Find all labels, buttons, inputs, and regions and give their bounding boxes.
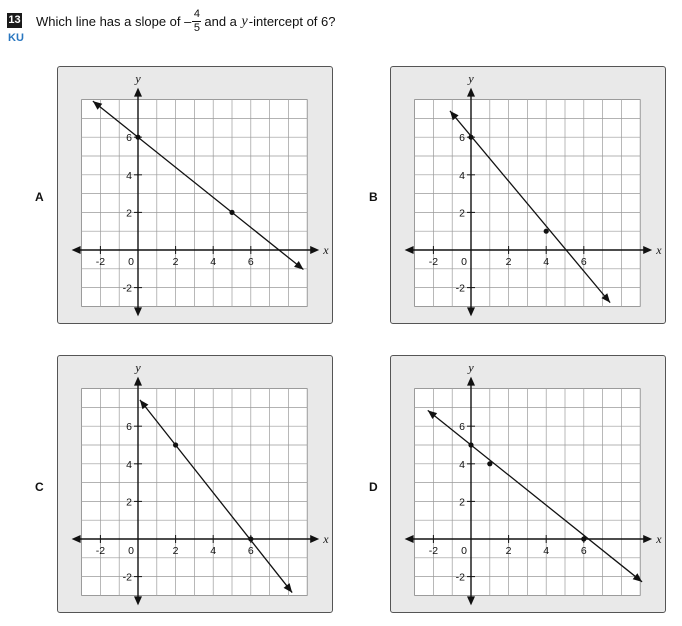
x-tick-label: 6 bbox=[247, 256, 254, 268]
plotted-point bbox=[229, 210, 234, 215]
y-arrow-up bbox=[134, 88, 142, 97]
y-arrow-down bbox=[134, 596, 142, 605]
question-text bbox=[36, 9, 335, 34]
graph-svg bbox=[58, 356, 334, 614]
y-tick-label: 2 bbox=[126, 496, 132, 509]
x-tick-label: 4 bbox=[210, 256, 217, 268]
plotted-point bbox=[581, 536, 586, 541]
y-tick-label: 2 bbox=[126, 207, 132, 220]
y-tick-label: 2 bbox=[459, 496, 465, 509]
x-tick-label: 0 bbox=[128, 545, 134, 557]
y-tick-label: 6 bbox=[126, 132, 132, 145]
x-tick-label: -2 bbox=[428, 545, 439, 557]
x-tick-label: 0 bbox=[461, 545, 467, 557]
y-tick-label: 4 bbox=[126, 458, 132, 471]
y-tick-label: -2 bbox=[455, 282, 465, 295]
x-tick-label: 0 bbox=[128, 256, 134, 268]
plotted-point bbox=[173, 442, 178, 447]
x-tick-label: 4 bbox=[210, 545, 217, 557]
ku-tag: KU bbox=[8, 32, 24, 44]
x-tick-label: -2 bbox=[95, 545, 106, 557]
plotted-point bbox=[468, 135, 473, 140]
y-tick-label: 6 bbox=[126, 421, 132, 434]
x-arrow-left bbox=[72, 535, 81, 543]
y-tick-label: 4 bbox=[126, 169, 132, 182]
slope-denominator: 5 bbox=[193, 22, 200, 34]
x-tick-label: 2 bbox=[172, 545, 179, 557]
question-text-after: -intercept of 6? bbox=[248, 14, 336, 29]
x-axis-label: x bbox=[323, 243, 329, 257]
graph-svg bbox=[58, 67, 334, 325]
x-tick-label: 2 bbox=[505, 545, 512, 557]
x-axis-label: x bbox=[656, 243, 662, 257]
x-arrow-right bbox=[643, 535, 652, 543]
y-tick-label: 4 bbox=[459, 458, 465, 471]
slope-numerator: 4 bbox=[193, 8, 200, 20]
slope-fraction bbox=[192, 9, 201, 34]
plotted-point bbox=[544, 229, 549, 234]
y-tick-label: 4 bbox=[459, 169, 465, 182]
x-tick-label: 2 bbox=[172, 256, 179, 268]
x-tick-label: 6 bbox=[580, 545, 587, 557]
x-tick-label: 4 bbox=[543, 256, 550, 268]
x-tick-label: 0 bbox=[461, 256, 467, 268]
y-variable: y bbox=[241, 13, 248, 29]
option-label-c[interactable]: C bbox=[35, 480, 44, 494]
y-axis-label: y bbox=[468, 360, 474, 375]
x-tick-label: 2 bbox=[505, 256, 512, 268]
y-arrow-down bbox=[467, 307, 475, 316]
graph-panel-c[interactable] bbox=[57, 355, 333, 613]
question-number: 13 bbox=[8, 14, 21, 26]
graph-svg bbox=[391, 356, 667, 614]
graph-panel-a[interactable] bbox=[57, 66, 333, 324]
option-label-d[interactable]: D bbox=[369, 480, 378, 494]
x-arrow-right bbox=[310, 246, 319, 254]
x-tick-label: -2 bbox=[428, 256, 439, 268]
y-axis-label: y bbox=[135, 71, 141, 86]
y-tick-label: 6 bbox=[459, 132, 465, 145]
x-tick-label: 4 bbox=[543, 545, 550, 557]
x-arrow-right bbox=[310, 535, 319, 543]
plotted-point bbox=[468, 442, 473, 447]
y-tick-label: 6 bbox=[459, 421, 465, 434]
y-tick-label: -2 bbox=[455, 571, 465, 584]
x-arrow-left bbox=[405, 535, 414, 543]
y-axis-label: y bbox=[468, 71, 474, 86]
question-text-before: Which line has a slope of – bbox=[36, 14, 192, 29]
option-label-b[interactable]: B bbox=[369, 190, 378, 204]
x-tick-label: -2 bbox=[95, 256, 106, 268]
plotted-point bbox=[135, 135, 140, 140]
x-tick-label: 6 bbox=[247, 545, 254, 557]
plotted-point bbox=[487, 461, 492, 466]
y-tick-label: 2 bbox=[459, 207, 465, 220]
x-arrow-left bbox=[72, 246, 81, 254]
graph-panel-d[interactable] bbox=[390, 355, 666, 613]
option-label-a[interactable]: A bbox=[35, 190, 44, 204]
y-axis-label: y bbox=[135, 360, 141, 375]
y-arrow-up bbox=[467, 88, 475, 97]
y-arrow-up bbox=[467, 377, 475, 386]
plotted-point bbox=[248, 536, 253, 541]
graph-panel-b[interactable] bbox=[390, 66, 666, 324]
y-arrow-down bbox=[134, 307, 142, 316]
x-arrow-left bbox=[405, 246, 414, 254]
x-axis-label: x bbox=[323, 532, 329, 546]
x-tick-label: 6 bbox=[580, 256, 587, 268]
question-text-mid: and a bbox=[204, 14, 237, 29]
x-axis-label: x bbox=[656, 532, 662, 546]
y-arrow-down bbox=[467, 596, 475, 605]
y-tick-label: -2 bbox=[122, 282, 132, 295]
x-arrow-right bbox=[643, 246, 652, 254]
graph-svg bbox=[391, 67, 667, 325]
y-tick-label: -2 bbox=[122, 571, 132, 584]
y-arrow-up bbox=[134, 377, 142, 386]
